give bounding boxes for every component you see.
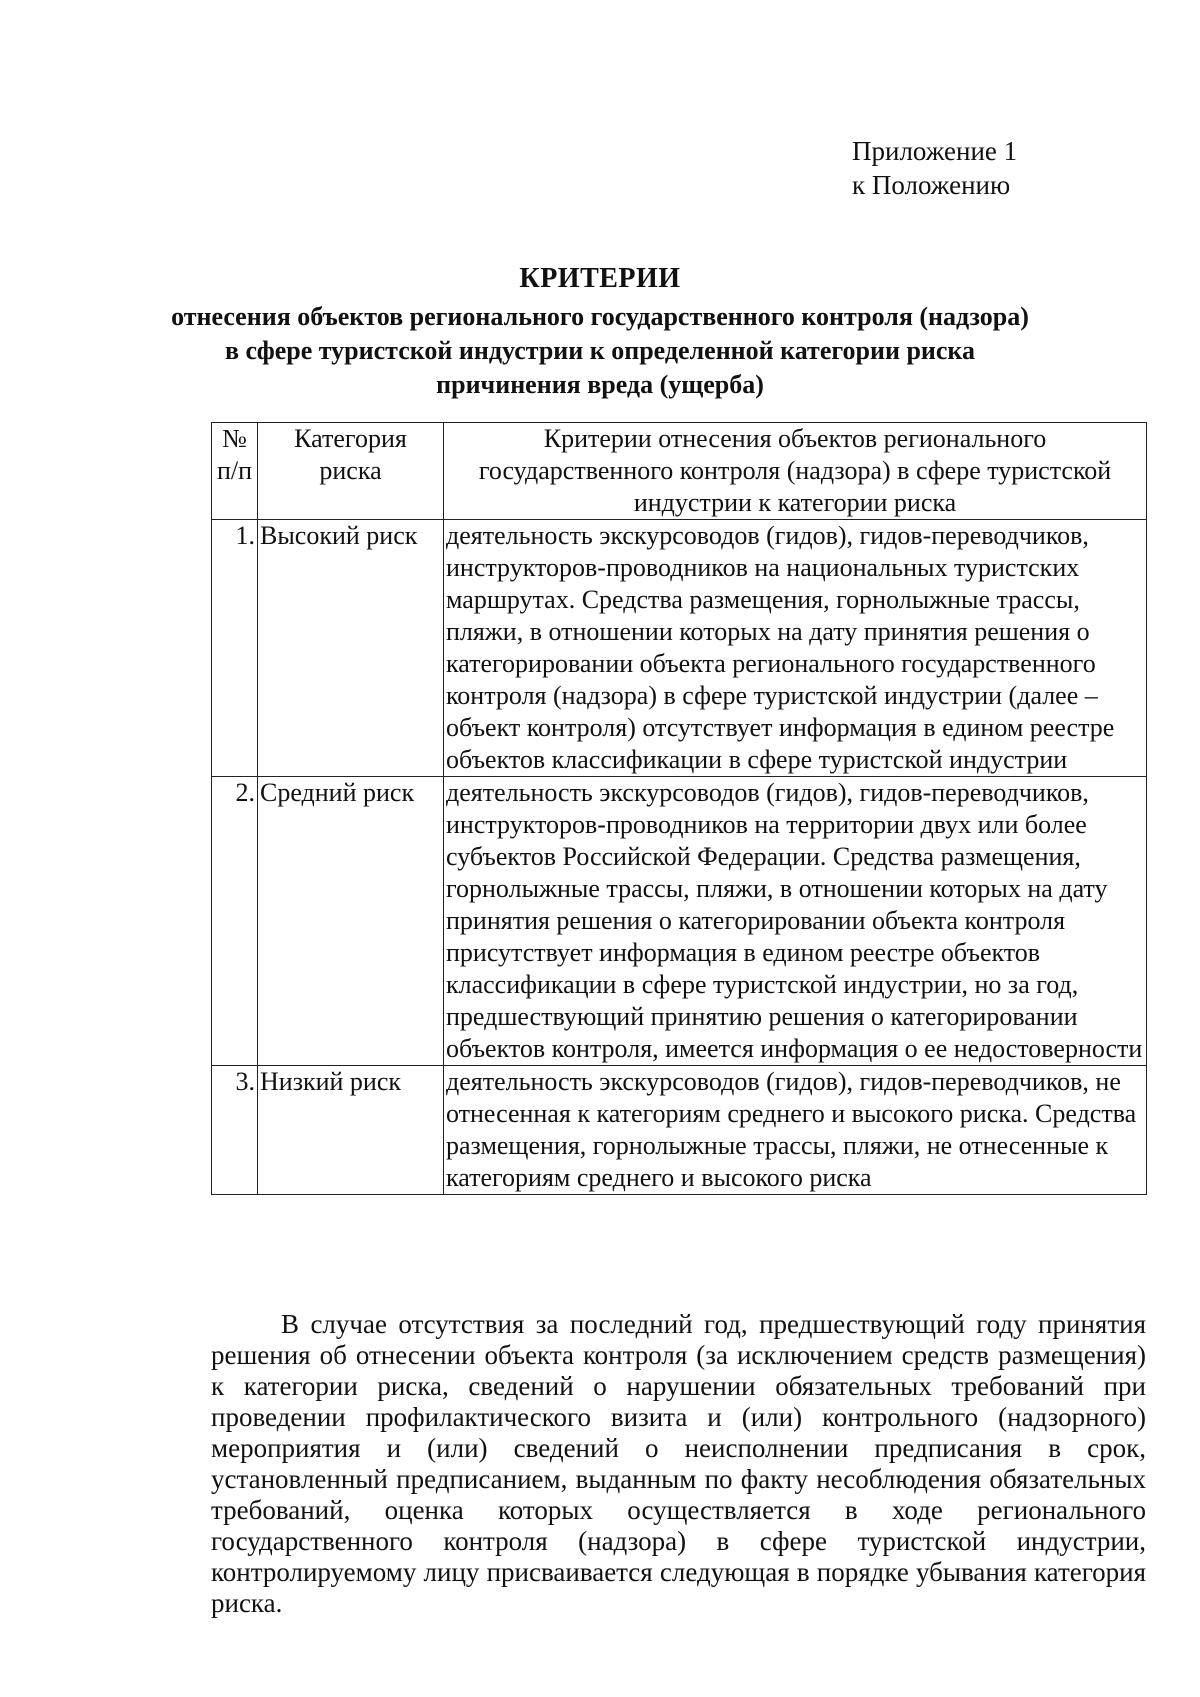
document-subtitle-line-3: причинения вреда (ущерба): [436, 370, 764, 399]
row-criteria: деятельность экскурсоводов (гидов), гидов-переводчиков, инструкторов-проводников на национальных туристских маршрутах. Средства размещения, горнолыжные трассы, пляжи, в отношении которых на дату принятия решения о категорировании объекта регионального государственного контроля (надзора) в сфере туристской индустрии (далее – объект контроля) отсутствует информация в едином реестре объектов классификации в сфере туристской индустрии: [444, 520, 1147, 777]
header-number: № п/п: [212, 423, 258, 520]
row-category: Средний риск: [258, 777, 444, 1066]
row-criteria: деятельность экскурсоводов (гидов), гидов-переводчиков, инструкторов-проводников на территории двух или более субъектов Российской Федерации. Средства размещения, горнолыжные трассы, пляжи, в отношении которых на дату принятия решения о категорировании объекта контроля присутствует информация в едином реестре объектов классификации в сфере туристской индустрии, но за год, предшествующий принятию решения о категорировании объектов контроля, имеется информация о ее недостоверности: [444, 777, 1147, 1066]
appendix-line-1: Приложение 1: [852, 136, 1018, 166]
row-category: Высокий риск: [258, 520, 444, 777]
appendix-line-2: к Положению: [852, 170, 1011, 200]
row-number: 2.: [212, 777, 258, 1066]
document-subtitle-line-1: отнесения объектов регионального государственного контроля (надзора): [171, 302, 1029, 331]
body-paragraph: В случае отсутствия за последний год, предшествующий году принятия решения об отнесении объекта контроля (за исключением средств размещения) к категории риска, сведений о нарушении обязательных требований при проведении профилактического визита и (или) контрольного (надзорного) мероприятия и (или) сведений о неисполнении предписания в срок, установленный предписанием, выданным по факту несоблюдения обязательных требований, оценка которых осуществляется в ходе регионального государственного контроля (надзора) в сфере туристской индустрии, контролируемому лицу присваивается следующая в порядке убывания категория риска.: [211, 1309, 1146, 1618]
table-header-row: [212, 423, 1147, 520]
table-row: [212, 520, 1147, 777]
document-subtitle-line-2: в сфере туристской индустрии к определенной категории риска: [224, 336, 976, 365]
row-number: 1.: [212, 520, 258, 777]
header-category: Категория риска: [258, 423, 444, 520]
row-category: Низкий риск: [258, 1066, 444, 1195]
row-criteria: деятельность экскурсоводов (гидов), гидов-переводчиков, не отнесенная к категориям среднего и высокого риска. Средства размещения, горнолыжные трассы, пляжи, не отнесенные к категориям среднего и высокого риска: [444, 1066, 1147, 1195]
document-title: КРИТЕРИИ: [519, 263, 681, 294]
header-criteria: Критерии отнесения объектов регионального государственного контроля (надзора) в сфере туристской индустрии к категории риска: [444, 423, 1147, 520]
table-row: [212, 1066, 1147, 1195]
row-number: 3.: [212, 1066, 258, 1195]
document-heading: [150, 262, 1050, 402]
table-row: [212, 777, 1147, 1066]
appendix-reference: [852, 134, 1152, 202]
criteria-table: [211, 422, 1147, 1195]
